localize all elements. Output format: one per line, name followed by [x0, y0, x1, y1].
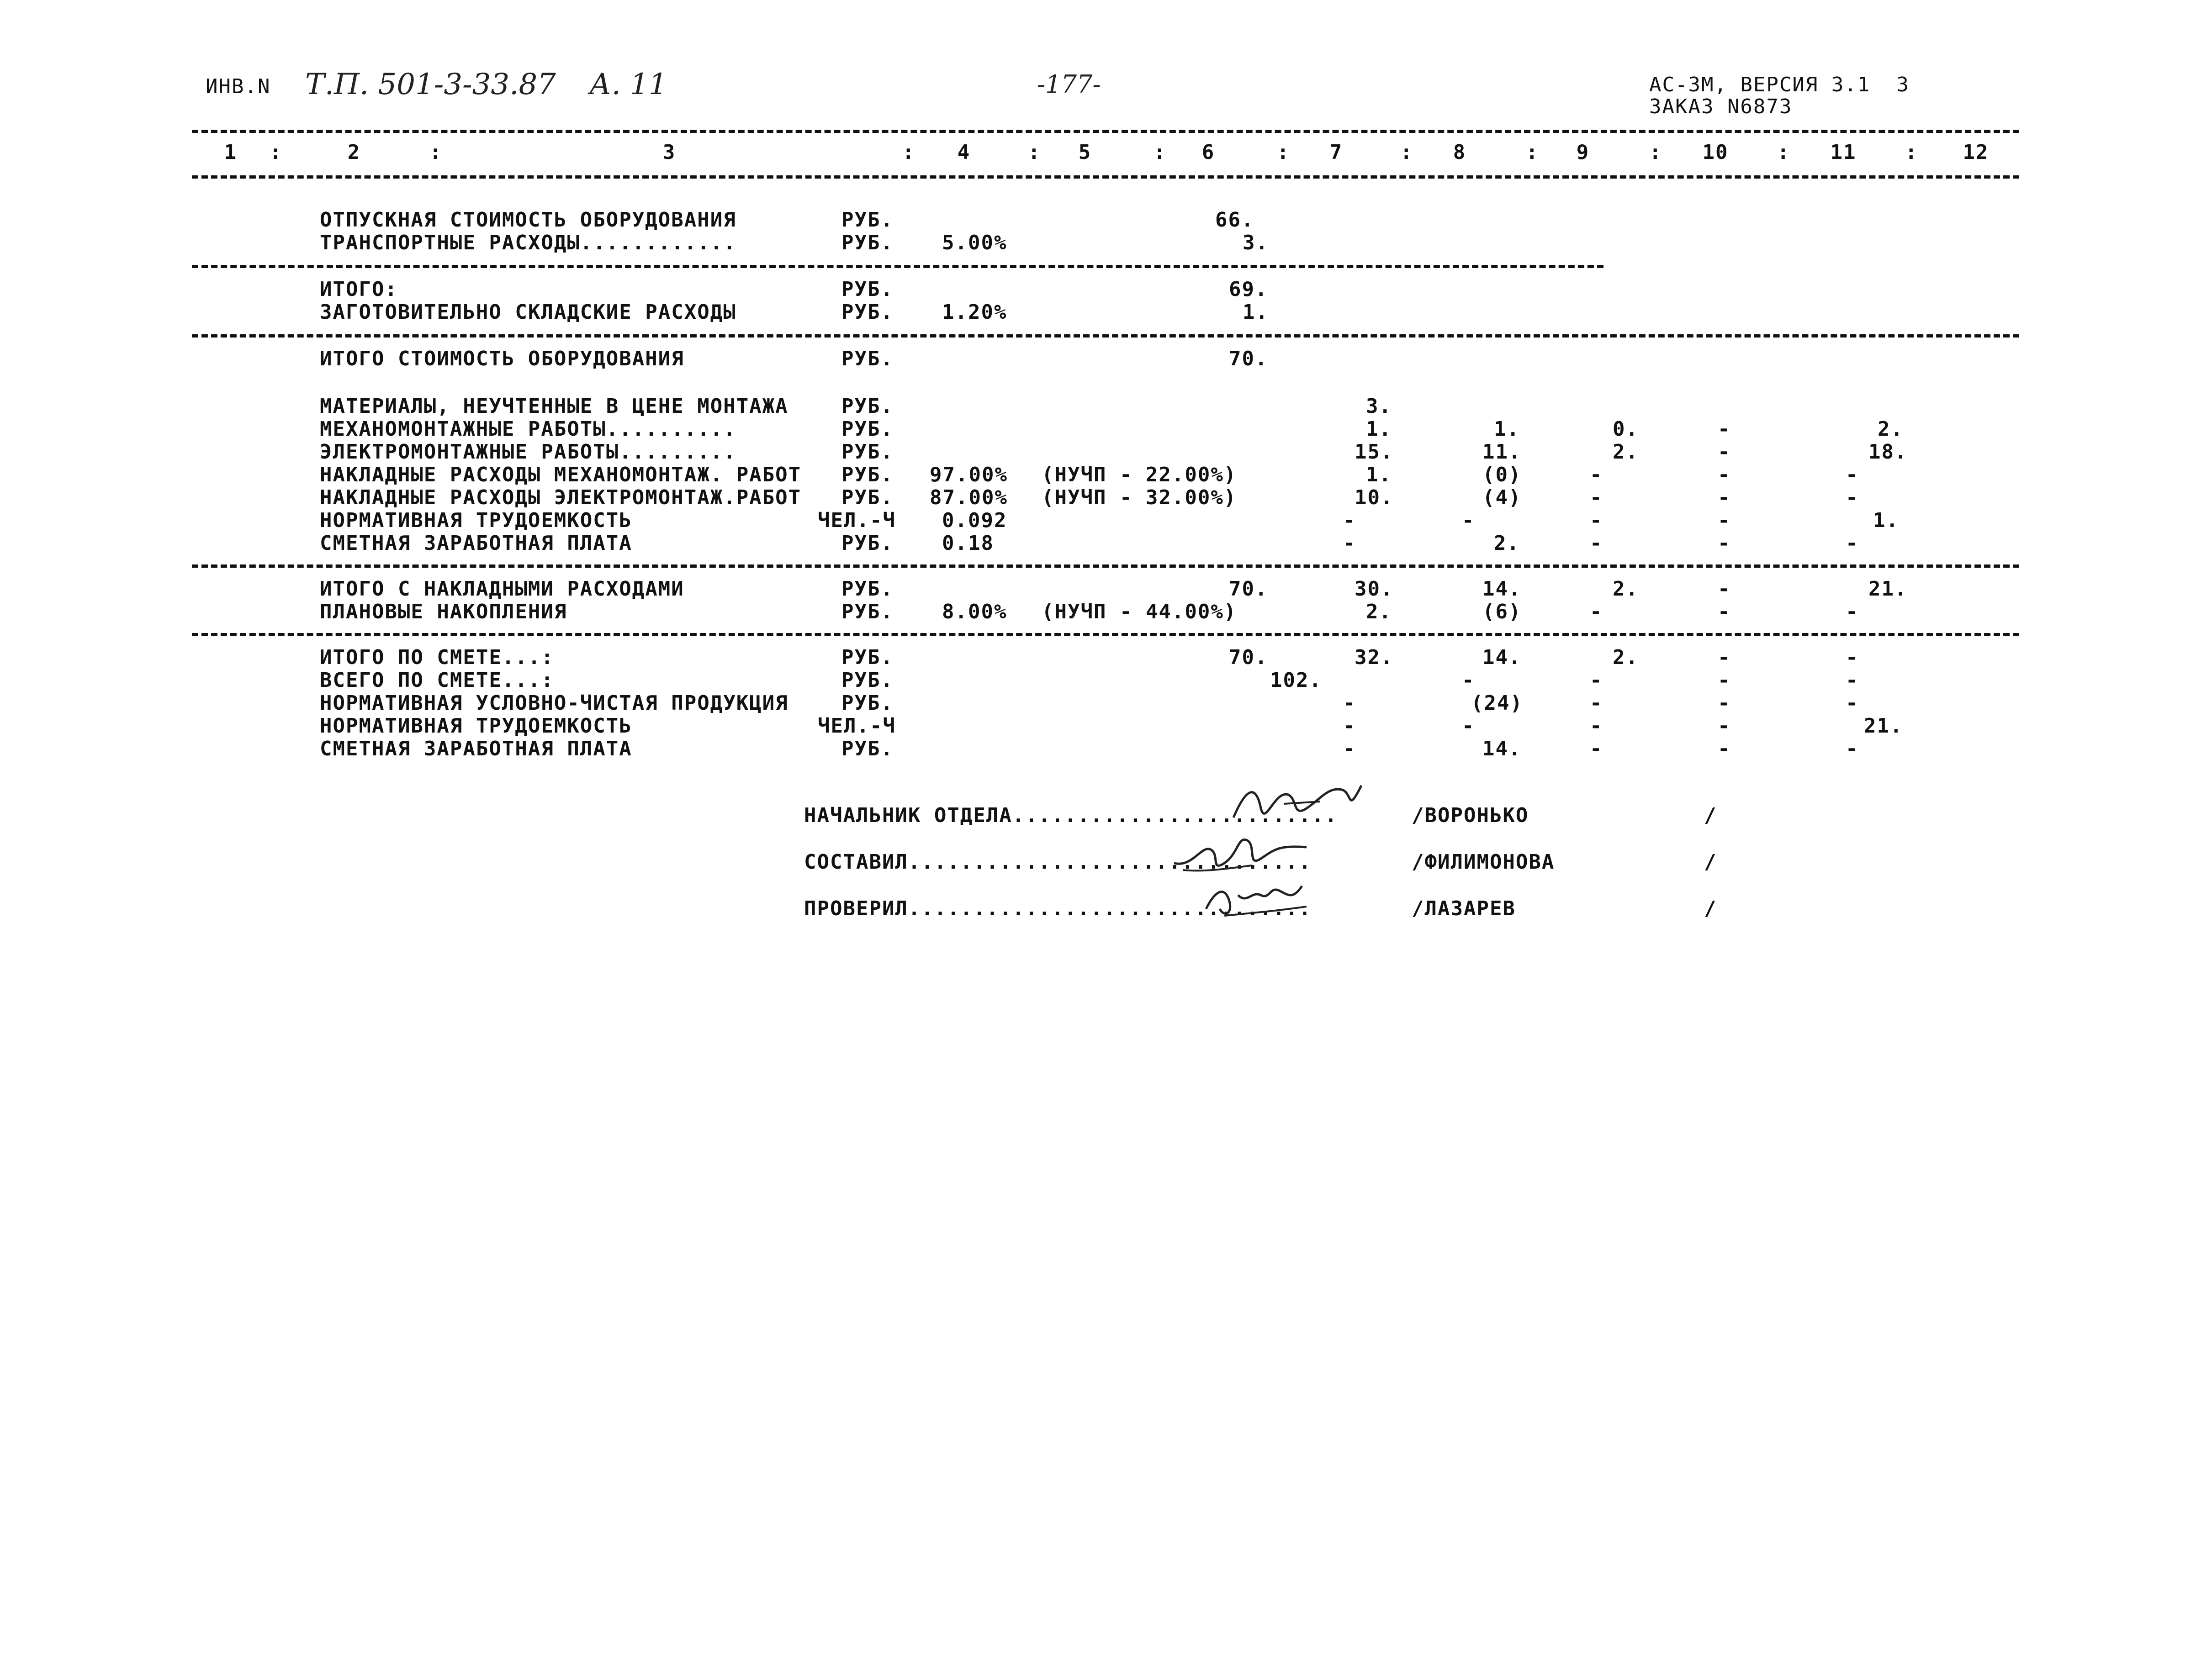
- col7-value: 15.: [1355, 440, 1394, 464]
- col9-value: -: [1590, 669, 1603, 692]
- row-name: ИТОГО:: [320, 278, 398, 301]
- col9-value: -: [1590, 463, 1603, 486]
- column-separator: :: [902, 141, 915, 164]
- row-name: НАКЛАДНЫЕ РАСХОДЫ ЭЛЕКТРОМОНТАЖ.РАБОТ: [320, 486, 802, 509]
- col7-value: -: [1343, 737, 1356, 760]
- col8-value: 14.: [1482, 646, 1522, 669]
- col7-value: -: [1343, 714, 1356, 738]
- column-number: 5: [1078, 141, 1092, 164]
- row-name: ОТПУСКНАЯ СТОИМОСТЬ ОБОРУДОВАНИЯ: [320, 208, 736, 232]
- row-name: ВСЕГО ПО СМЕТЕ...:: [320, 669, 554, 692]
- col8-value: -: [1462, 714, 1475, 738]
- row-unit: РУБ.: [841, 395, 894, 418]
- column-separator: :: [1526, 141, 1539, 164]
- section-rule: [192, 265, 1603, 268]
- column-number: 9: [1576, 141, 1590, 164]
- row-unit: РУБ.: [841, 669, 894, 692]
- program-version: АС-3М, ВЕРСИЯ 3.1 3: [1649, 73, 1910, 96]
- col6-value: 3.: [1243, 231, 1269, 254]
- col4-value: 0.092: [942, 509, 1007, 532]
- col4-value: 0.18: [942, 532, 994, 555]
- col7-value: 32.: [1355, 646, 1394, 669]
- col10-value: -: [1718, 646, 1731, 669]
- signatory-name: /ВОРОНЬКО: [1412, 804, 1529, 827]
- row-unit: РУБ.: [841, 532, 894, 555]
- col4-value: 87.00%: [930, 486, 1008, 509]
- column-number: 12: [1963, 141, 1989, 164]
- col11-value: -: [1846, 646, 1859, 669]
- col5-value: (НУЧП - 44.00%): [1042, 600, 1237, 623]
- row-unit: РУБ.: [841, 646, 894, 669]
- row-name: ПЛАНОВЫЕ НАКОПЛЕНИЯ: [320, 600, 567, 623]
- row-unit: РУБ.: [841, 486, 894, 509]
- row-unit: РУБ.: [841, 577, 894, 601]
- col8-value: -: [1462, 669, 1475, 692]
- signatory-name: /ФИЛИМОНОВА: [1412, 850, 1555, 874]
- signature-slash: /: [1704, 850, 1717, 874]
- row-unit: РУБ.: [841, 231, 894, 254]
- col5-value: (НУЧП - 22.00%): [1042, 463, 1237, 486]
- row-name: ЗАГОТОВИТЕЛЬНО СКЛАДСКИЕ РАСХОДЫ: [320, 301, 736, 324]
- col7-value: -: [1343, 509, 1356, 532]
- signature-slash: /: [1704, 897, 1717, 920]
- row-unit: ЧЕЛ.-Ч: [818, 714, 896, 738]
- col9-value: 0.: [1613, 417, 1639, 441]
- column-number: 1: [224, 141, 238, 164]
- row-unit: РУБ.: [841, 440, 894, 464]
- col9-value: 2.: [1613, 440, 1639, 464]
- col10-value: -: [1718, 577, 1731, 601]
- col7-value: 1.: [1366, 463, 1392, 486]
- row-unit: РУБ.: [841, 463, 894, 486]
- row-name: ТРАНСПОРТНЫЕ РАСХОДЫ............: [320, 231, 736, 254]
- row-name: СМЕТНАЯ ЗАРАБОТНАЯ ПЛАТА: [320, 532, 632, 555]
- header-top-rule: [192, 130, 2019, 133]
- col9-value: -: [1590, 600, 1603, 623]
- col6-value: 102.: [1270, 669, 1322, 692]
- col9-value: -: [1590, 691, 1603, 715]
- col8-value: 1.: [1494, 417, 1520, 441]
- col11-value: -: [1846, 532, 1859, 555]
- col11-value: -: [1846, 463, 1859, 486]
- signature-label: НАЧАЛЬНИК ОТДЕЛА.........................: [804, 804, 1338, 827]
- handwritten-signature: [1197, 872, 1334, 923]
- col9-value: -: [1590, 532, 1603, 555]
- column-number: 3: [662, 141, 676, 164]
- row-unit: РУБ.: [841, 278, 894, 301]
- col8-value: 14.: [1482, 737, 1522, 760]
- col11-value: -: [1846, 737, 1859, 760]
- page-number: -177-: [1037, 70, 1101, 99]
- col8-value: 11.: [1482, 440, 1522, 464]
- col7-value: 1.: [1366, 417, 1392, 441]
- row-unit: РУБ.: [841, 301, 894, 324]
- row-name: НАКЛАДНЫЕ РАСХОДЫ МЕХАНОМОНТАЖ. РАБОТ: [320, 463, 802, 486]
- column-separator: :: [1905, 141, 1918, 164]
- col4-value: 1.20%: [942, 301, 1007, 324]
- col10-value: -: [1718, 532, 1731, 555]
- col11-value: 21.: [1864, 714, 1903, 738]
- row-name: МАТЕРИАЛЫ, НЕУЧТЕННЫЕ В ЦЕНЕ МОНТАЖА: [320, 395, 788, 418]
- row-unit: РУБ.: [841, 417, 894, 441]
- col11-value: -: [1846, 669, 1859, 692]
- col7-value: 3.: [1366, 395, 1392, 418]
- col4-value: 97.00%: [930, 463, 1008, 486]
- col10-value: -: [1718, 714, 1731, 738]
- col8-value: (6): [1482, 600, 1522, 623]
- col9-value: -: [1590, 714, 1603, 738]
- column-number: 7: [1329, 141, 1343, 164]
- handwritten-project-number: Т.П. 501-3-33.87: [305, 68, 556, 101]
- col6-value: 1.: [1243, 301, 1269, 324]
- row-unit: РУБ.: [841, 600, 894, 623]
- column-number: 2: [347, 141, 361, 164]
- col6-value: 66.: [1215, 208, 1254, 232]
- col10-value: -: [1718, 509, 1731, 532]
- col9-value: -: [1590, 486, 1603, 509]
- row-name: ИТОГО ПО СМЕТЕ...:: [320, 646, 554, 669]
- col5-value: (НУЧП - 32.00%): [1042, 486, 1237, 509]
- column-separator: :: [1028, 141, 1041, 164]
- col6-value: 70.: [1229, 646, 1268, 669]
- col10-value: -: [1718, 440, 1731, 464]
- signature-label: ПРОВЕРИЛ...............................: [804, 897, 1312, 920]
- row-name: НОРМАТИВНАЯ ТРУДОЕМКОСТЬ: [320, 714, 632, 738]
- col10-value: -: [1718, 691, 1731, 715]
- col7-value: -: [1343, 691, 1356, 715]
- col8-value: (0): [1482, 463, 1522, 486]
- handwritten-signature: [1229, 776, 1366, 831]
- col10-value: -: [1718, 486, 1731, 509]
- col9-value: 2.: [1613, 646, 1639, 669]
- signature-label: СОСТАВИЛ...............................: [804, 850, 1312, 874]
- col11-value: -: [1846, 600, 1859, 623]
- col9-value: -: [1590, 737, 1603, 760]
- row-name: МЕХАНОМОНТАЖНЫЕ РАБОТЫ..........: [320, 417, 736, 441]
- col7-value: -: [1343, 532, 1356, 555]
- signature-slash: /: [1704, 804, 1717, 827]
- col11-value: 1.: [1873, 509, 1899, 532]
- row-unit: РУБ.: [841, 347, 894, 370]
- section-rule: [192, 633, 2019, 636]
- column-separator: :: [1400, 141, 1413, 164]
- col6-value: 70.: [1229, 577, 1268, 601]
- col10-value: -: [1718, 669, 1731, 692]
- column-separator: :: [1649, 141, 1662, 164]
- column-separator: :: [429, 141, 443, 164]
- col11-value: -: [1846, 486, 1859, 509]
- col7-value: 30.: [1355, 577, 1394, 601]
- col10-value: -: [1718, 600, 1731, 623]
- column-separator: :: [1777, 141, 1790, 164]
- section-rule: [192, 564, 2019, 568]
- col11-value: 18.: [1868, 440, 1908, 464]
- col6-value: 70.: [1229, 347, 1268, 370]
- col4-value: 5.00%: [942, 231, 1007, 254]
- col11-value: 2.: [1878, 417, 1904, 441]
- col11-value: -: [1846, 691, 1859, 715]
- col8-value: 14.: [1482, 577, 1522, 601]
- order-number: ЗАКАЗ N6873: [1649, 95, 1793, 118]
- col8-value: -: [1462, 509, 1475, 532]
- row-unit: РУБ.: [841, 208, 894, 232]
- handwritten-album-number: А. 11: [589, 68, 667, 101]
- column-number: 8: [1453, 141, 1466, 164]
- row-name: СМЕТНАЯ ЗАРАБОТНАЯ ПЛАТА: [320, 737, 632, 760]
- col7-value: 10.: [1355, 486, 1394, 509]
- column-number: 11: [1830, 141, 1857, 164]
- col8-value: 2.: [1494, 532, 1520, 555]
- inventory-label: ИНВ.N: [206, 75, 271, 98]
- col11-value: 21.: [1868, 577, 1908, 601]
- column-separator: :: [1154, 141, 1167, 164]
- column-number: 6: [1201, 141, 1215, 164]
- row-name: ЭЛЕКТРОМОНТАЖНЫЕ РАБОТЫ.........: [320, 440, 736, 464]
- column-number: 4: [957, 141, 971, 164]
- col9-value: -: [1590, 509, 1603, 532]
- col8-value: (24): [1471, 691, 1523, 715]
- row-unit: РУБ.: [841, 691, 894, 715]
- row-name: НОРМАТИВНАЯ УСЛОВНО-ЧИСТАЯ ПРОДУКЦИЯ: [320, 691, 788, 715]
- col10-value: -: [1718, 737, 1731, 760]
- row-unit: РУБ.: [841, 737, 894, 760]
- section-rule: [192, 334, 2019, 338]
- signatory-name: /ЛАЗАРЕВ: [1412, 897, 1516, 920]
- col10-value: -: [1718, 417, 1731, 441]
- row-name: ИТОГО СТОИМОСТЬ ОБОРУДОВАНИЯ: [320, 347, 684, 370]
- row-unit: ЧЕЛ.-Ч: [818, 509, 896, 532]
- header-bottom-rule: [192, 175, 2019, 179]
- col4-value: 8.00%: [942, 600, 1007, 623]
- row-name: НОРМАТИВНАЯ ТРУДОЕМКОСТЬ: [320, 509, 632, 532]
- col6-value: 69.: [1229, 278, 1268, 301]
- col10-value: -: [1718, 463, 1731, 486]
- column-separator: :: [1277, 141, 1290, 164]
- col7-value: 2.: [1366, 600, 1392, 623]
- col9-value: 2.: [1613, 577, 1639, 601]
- row-name: ИТОГО С НАКЛАДНЫМИ РАСХОДАМИ: [320, 577, 684, 601]
- column-separator: :: [270, 141, 283, 164]
- column-number: 10: [1702, 141, 1729, 164]
- col8-value: (4): [1482, 486, 1522, 509]
